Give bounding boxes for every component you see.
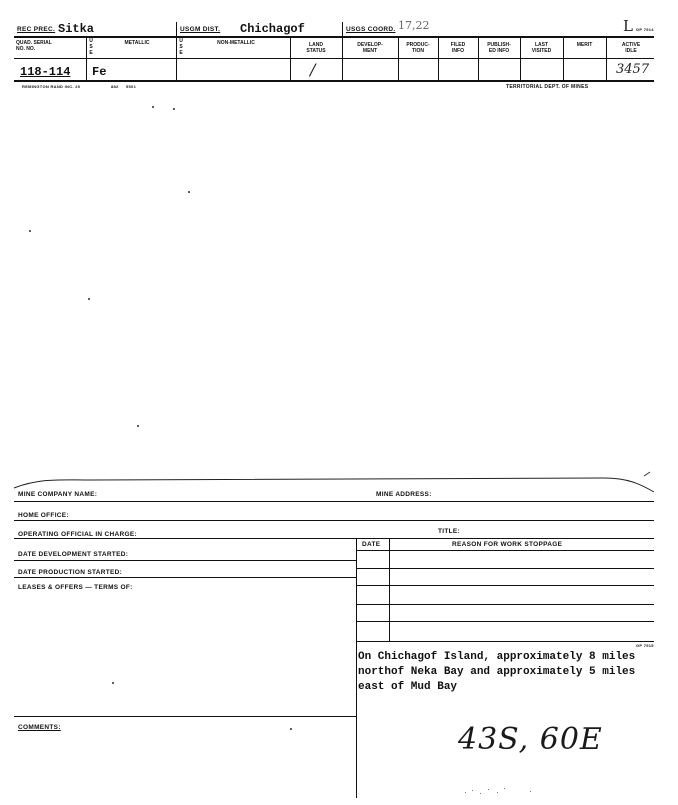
header-non-metallic: NON-METALLIC	[217, 40, 255, 46]
department-label: TERRITORIAL DEPT. OF MINES	[506, 84, 589, 90]
home-office-label: HOME OFFICE:	[18, 512, 69, 519]
comments-label: COMMENTS:	[18, 724, 61, 731]
header-land-status: LAND STATUS	[306, 42, 326, 54]
header-use-metallic: U S E	[89, 38, 93, 56]
row-metallic: Fe	[92, 65, 107, 79]
mine-company-name-label: MINE COMPANY NAME:	[18, 491, 98, 498]
printer-line: REMINGTON RAND INC. 20	[22, 84, 81, 89]
date-header: DATE	[362, 541, 381, 548]
header-merit: MERIT	[576, 42, 593, 48]
printer-code-1: 882	[111, 84, 119, 89]
corner-mark: L	[623, 17, 633, 35]
usgm-dist-value: Chichagof	[240, 22, 305, 36]
handwritten-coordinates: 43S, 60E	[458, 722, 603, 757]
date-development-started-label: DATE DEVELOPMENT STARTED:	[18, 551, 129, 558]
form-number: GP 7914	[636, 27, 654, 32]
location-description-line: On Chichagof Island, approximately 8 miles	[358, 651, 636, 663]
location-description-line: northof Neka Bay and approximately 5 miles	[358, 666, 636, 678]
mine-address-label: MINE ADDRESS:	[376, 491, 432, 498]
header-use-nonmetallic: U S E	[179, 38, 183, 56]
form-edge-curve	[0, 470, 678, 500]
date-production-started-label: DATE PRODUCTION STARTED:	[18, 569, 123, 576]
row-active-idle: 3457	[616, 62, 650, 77]
usgs-coord-value: 17,22	[398, 19, 430, 32]
rec-prec-label: REC PREC.	[17, 26, 56, 33]
row-quad-serial: 118-114	[20, 65, 71, 79]
title-label: TITLE:	[438, 528, 461, 535]
reason-header: REASON FOR WORK STOPPAGE	[452, 541, 563, 548]
header-active-idle: ACTIVE IDLE	[621, 42, 641, 54]
usgm-dist-label: USGM DIST.	[180, 26, 221, 33]
form-number-lower: GP 7915	[636, 643, 654, 648]
header-metallic: METALLIC	[124, 40, 150, 46]
leases-offers-label: LEASES & OFFERS — TERMS OF:	[18, 584, 133, 591]
location-description	[358, 650, 635, 695]
header-last-visited: LAST VISITED	[531, 42, 552, 54]
header-development: DEVELOP- MENT	[357, 42, 383, 54]
location-description-line: east of Mud Bay	[358, 681, 458, 693]
rec-prec-value: Sitka	[58, 22, 95, 36]
printer-code-2: 5501	[126, 84, 137, 89]
header-filed-info: FILED INFO	[450, 42, 466, 54]
header-published-info: PUBLISH- ED INFO	[487, 42, 511, 54]
header-quad-serial: QUAD. SERIAL NO. NO.	[16, 40, 52, 52]
usgs-coord-label: USGS COORD.	[346, 26, 396, 33]
header-production: PRODUC- TION	[406, 42, 430, 54]
operating-official-label: OPERATING OFFICIAL IN CHARGE:	[18, 531, 137, 538]
row-land-status: /	[310, 60, 316, 79]
